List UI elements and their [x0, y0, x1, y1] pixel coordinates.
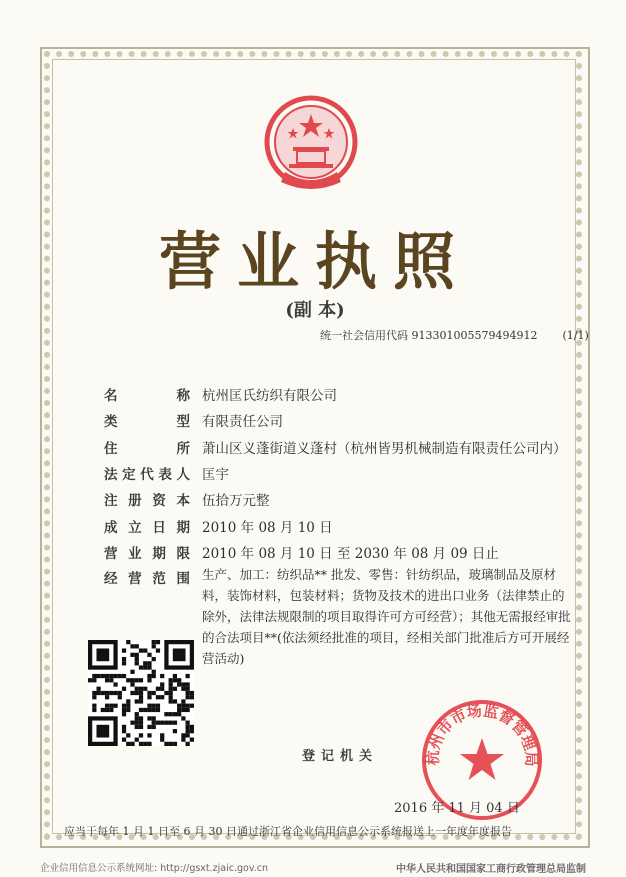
seal-text: 杭州市市场监督管理局 — [423, 701, 541, 767]
field-type — [104, 410, 283, 430]
business-scope-text: 生产、加工：纺织品** 批发、零售：针纺织品，玻璃制品及原材料，装饰材料，包装材料；货物及技术的进出口业务（法律禁止的除外，法律法规限制的项目取得许可方可经营）；其他无需报经审批的合法项目**(依法须经批准的项目，经相关部门批准后方可开展经营活动) — [202, 567, 571, 666]
field-label: 名称 — [104, 388, 190, 404]
footer-website: 企业信用信息公示系统网址: http://gsxt.zjaic.gov.cn — [40, 863, 268, 874]
field-value: 有限责任公司 — [202, 414, 283, 430]
field-established — [104, 516, 333, 536]
field-value: 匡宇 — [202, 467, 229, 483]
field-label: 营业期限 — [104, 546, 190, 562]
field-name — [104, 384, 337, 404]
qr-code[interactable] — [88, 640, 194, 746]
field-legal-rep — [104, 463, 229, 483]
credit-code-value: 913301005579494912 — [411, 329, 538, 342]
credit-code-line — [320, 327, 589, 343]
field-value: 杭州匡氏纺织有限公司 — [202, 388, 337, 404]
field-label: 经营范围 — [104, 571, 190, 587]
field-label: 成立日期 — [104, 520, 190, 536]
field-label: 类型 — [104, 414, 190, 430]
field-value: 萧山区义蓬街道义蓬村（杭州皆男机械制造有限责任公司内） — [202, 441, 567, 457]
field-capital — [104, 489, 270, 509]
field-value: 2010 年 08 月 10 日 — [202, 520, 333, 536]
field-scope — [104, 567, 190, 587]
footer-issuer: 中华人民共和国国家工商行政管理总局监制 — [396, 864, 586, 875]
document-subtitle: (副 本) — [285, 300, 345, 321]
field-label: 法定代表人 — [104, 467, 190, 483]
field-label: 住所 — [104, 441, 190, 457]
registration-authority-label: 登记机关 — [302, 749, 379, 764]
national-emblem-icon — [263, 92, 359, 194]
field-address — [104, 437, 567, 457]
copy-index: (1/1) — [562, 329, 589, 342]
annual-report-note: 应当于每年 1 月 1 日至 6 月 30 日通过浙江省企业信用信息公示系统报送上一年度年度报告 — [64, 825, 512, 838]
field-value: 2010 年 08 月 10 日 至 2030 年 08 月 09 日止 — [202, 546, 499, 562]
document-title: 营业执照 — [158, 225, 471, 298]
credit-code-label: 统一社会信用代码 — [320, 329, 408, 342]
issue-date: 2016 年 11 月 04 日 — [394, 801, 520, 816]
field-label: 注册资本 — [104, 493, 190, 509]
field-term — [104, 542, 499, 562]
field-value: 伍拾万元整 — [202, 493, 270, 509]
